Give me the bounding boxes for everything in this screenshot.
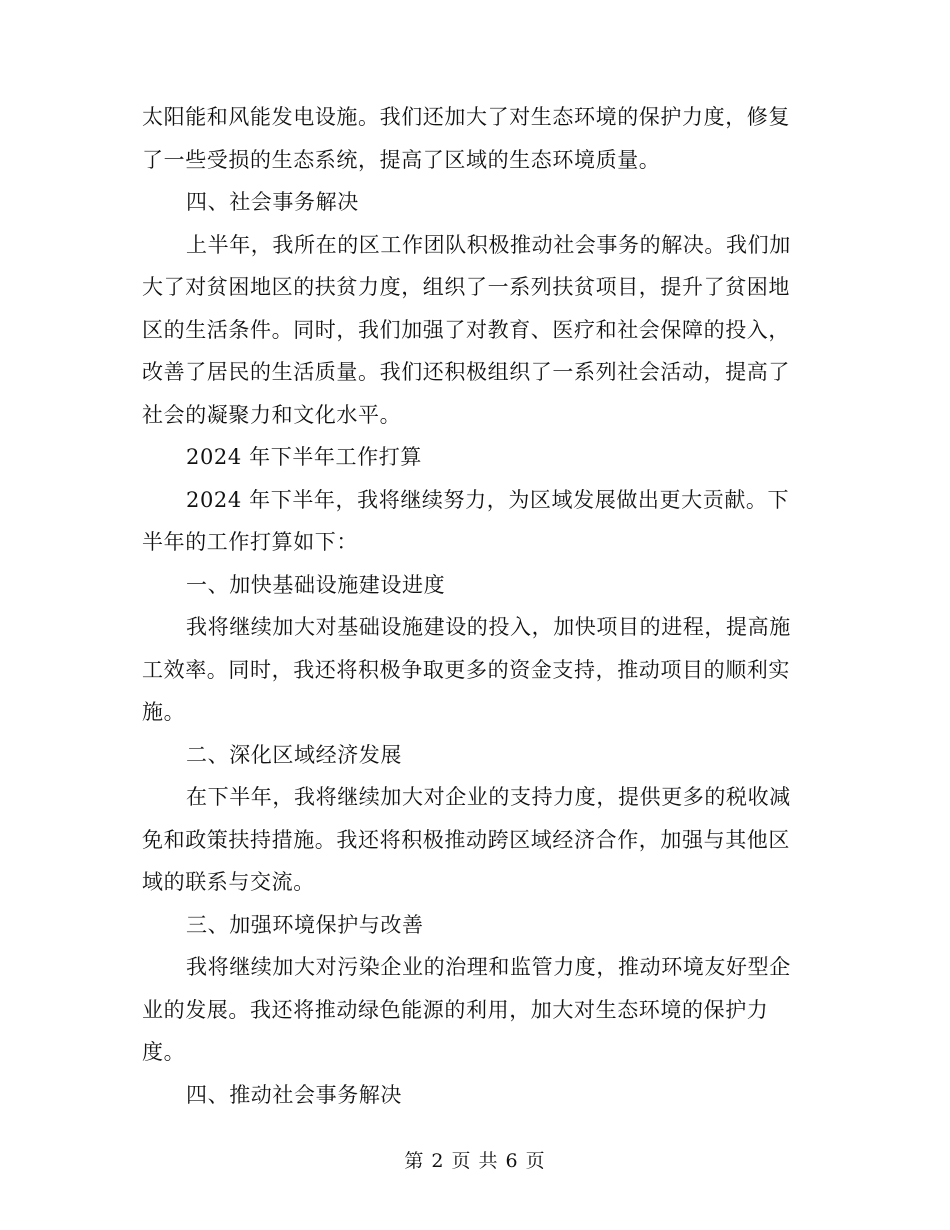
body-paragraph: 2024 年下半年，我将继续努力，为区域发展做出更大贡献。下半年的工作打算如下：	[142, 487, 790, 554]
page-number-footer: 第 2 页 共 6 页	[404, 1150, 546, 1172]
body-paragraph: 上半年，我所在的区工作团队积极推动社会事务的解决。我们加大了对贫困地区的扶贫力度，组织了一系列扶贫项目，提升了贫困地区的生活条件。同时，我们加强了对教育、医疗和社会保障的投入，改善了居民的生活质量。我们还积极组织了一系列社会活动，提高了社会的凝聚力和文化水平。	[142, 232, 791, 427]
section-heading: 四、社会事务解决	[186, 190, 359, 214]
document-body	[142, 96, 808, 1116]
section-heading: 三、加强环境保护与改善	[186, 912, 424, 937]
section-heading: 一、加快基础设施建设进度	[186, 572, 446, 597]
body-paragraph: 我将继续加大对污染企业的治理和监管力度，推动环境友好型企业的发展。我还将推动绿色能源的利用，加大对生态环境的保护力度。	[142, 955, 791, 1064]
section-heading: 四、推动社会事务解决	[186, 1082, 402, 1107]
body-paragraph: 我将继续加大对基础设施建设的投入，加快项目的进程，提高施工效率。同时，我还将积极争取更多的资金支持，推动项目的顺利实施。	[142, 615, 791, 724]
body-paragraph: 在下半年，我将继续加大对企业的支持力度，提供更多的税收减免和政策扶持措施。我还将积极推动跨区域经济合作，加强与其他区域的联系与交流。	[142, 785, 791, 894]
paragraph-continuation: 太阳能和风能发电设施。我们还加大了对生态环境的保护力度，修复了一些受损的生态系统，提高了区域的生态环境质量。	[142, 105, 790, 172]
section-heading: 二、深化区域经济发展	[186, 742, 402, 767]
section-heading: 2024 年下半年工作打算	[186, 445, 422, 469]
